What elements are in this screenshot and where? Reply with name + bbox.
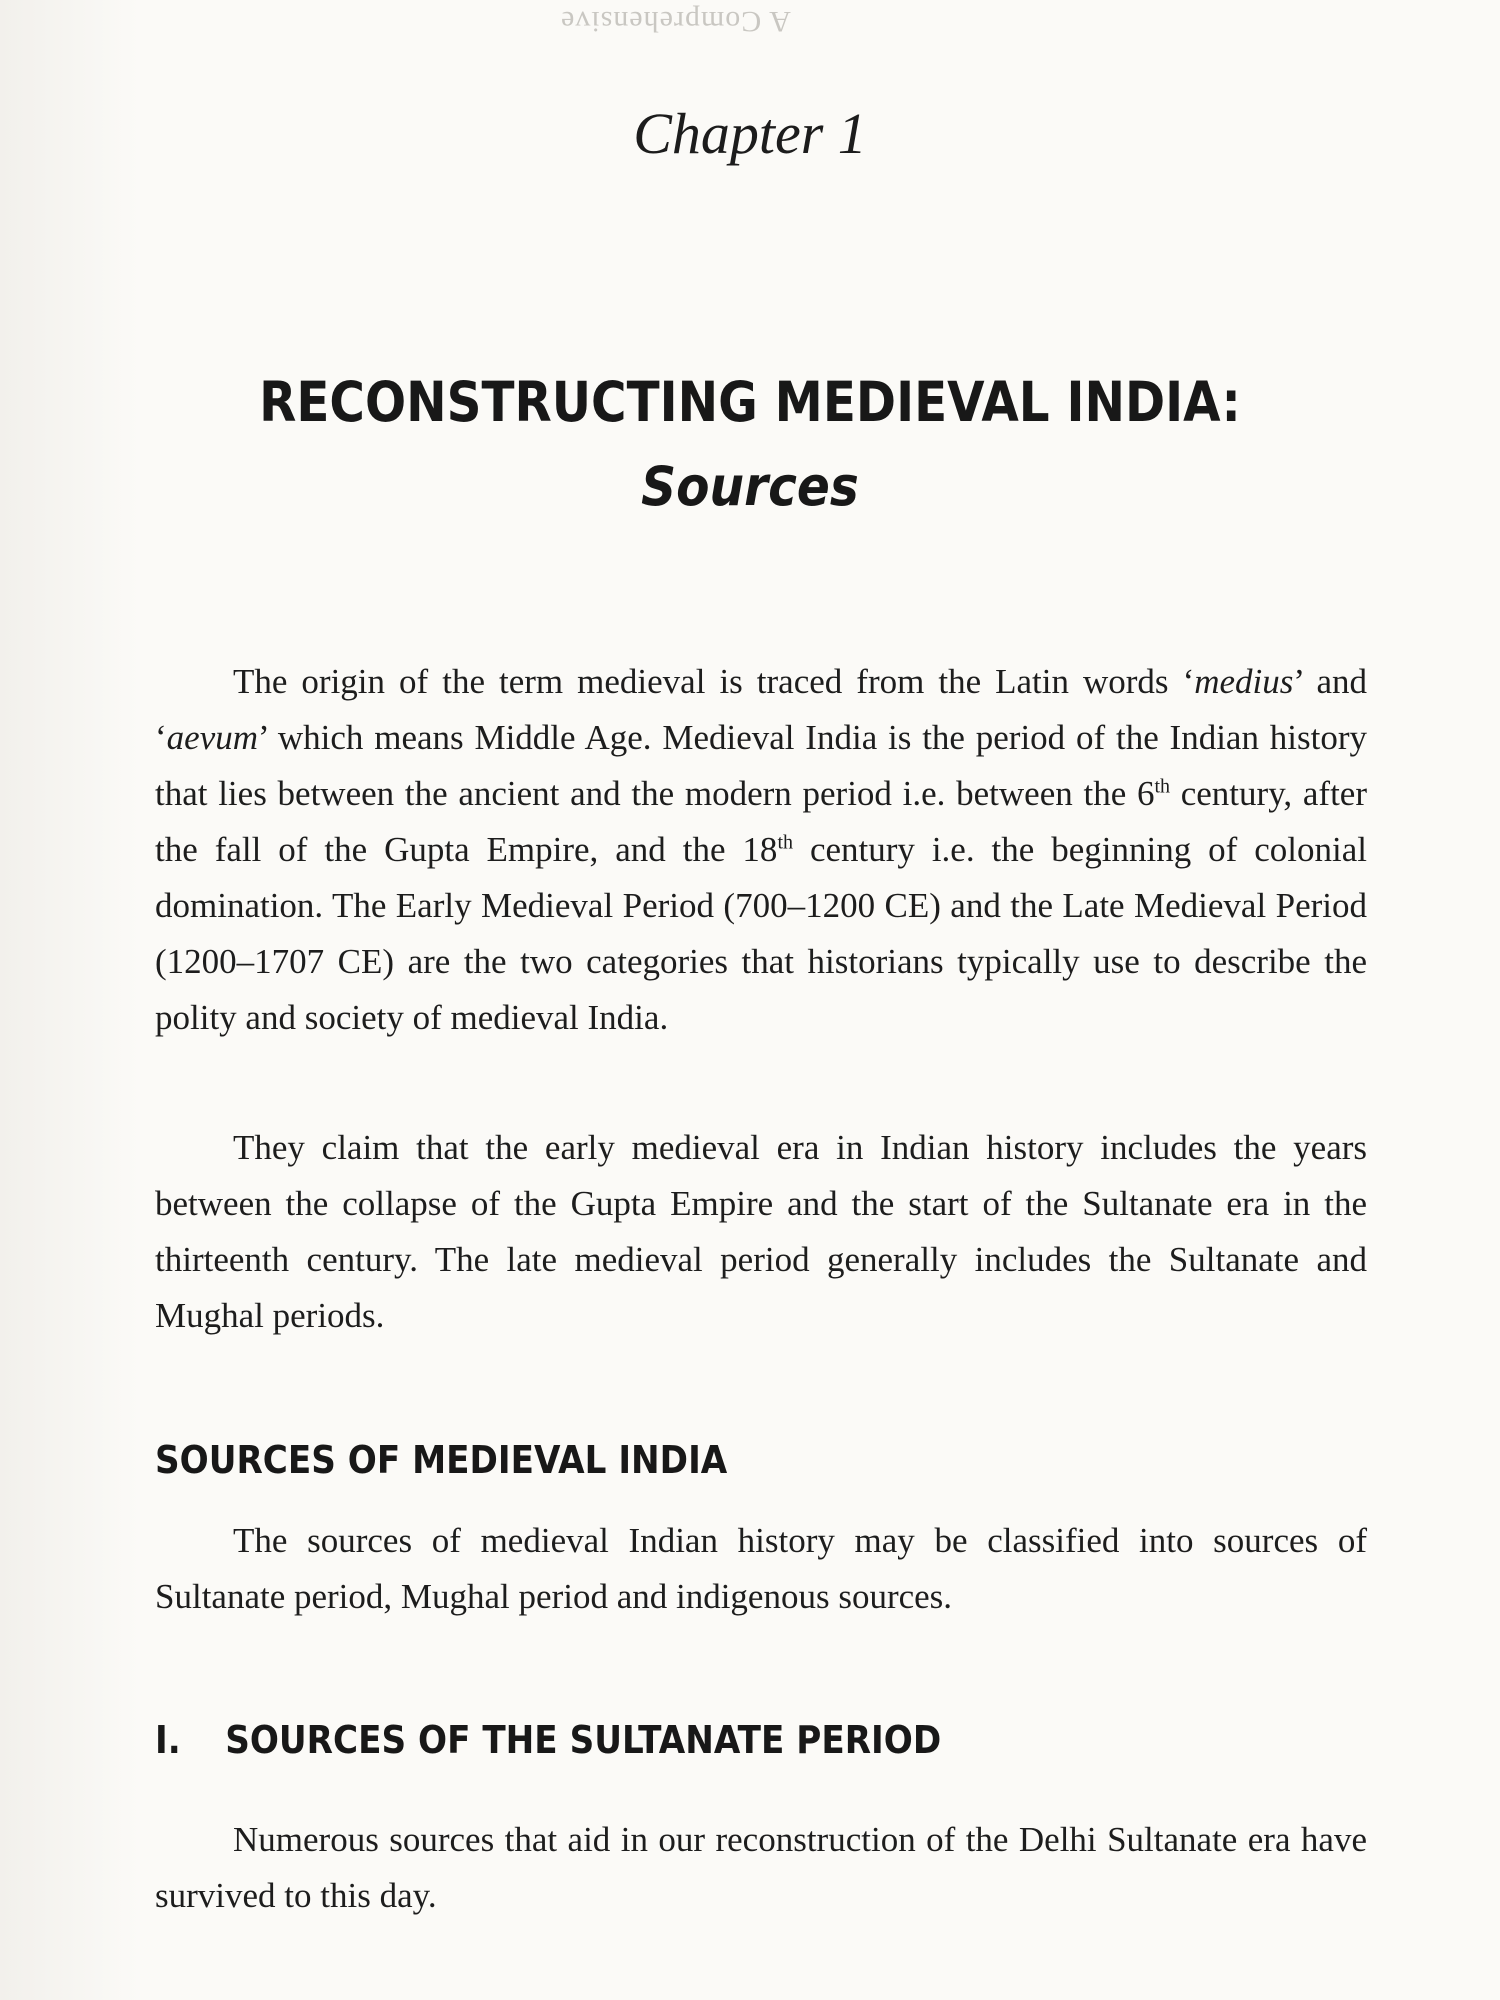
paragraph-intro-text-a: The origin of the term medieval is traced from the Latin words ‘: [233, 662, 1195, 701]
paragraph-intro-text-c: ’ which means Middle Age. Medieval India is the period of the Indian history that lies between the ancient and the modern period i.e. between the 6: [155, 718, 1367, 813]
scan-shadow: [0, 0, 140, 2000]
paragraph-intro-text-b: ’ and ‘: [155, 662, 1367, 757]
ordinal-suffix: th: [777, 831, 793, 854]
paragraph-intro-text-e: century i.e. the beginning of colonial domination. The Early Medieval Period (700–1200 CE) and the Late Medieval Period (1200–1707 CE) are the two categories that historians typically use to describe the polity and society of medieval India.: [155, 830, 1367, 1037]
paragraph-sources-classification-text: The sources of medieval Indian history may be classified into sources of Sultanate period, Mughal period and indigenous sources.: [155, 1521, 1367, 1616]
latin-word-aevum: aevum: [166, 718, 259, 757]
section-heading-sources: SOURCES OF MEDIEVAL INDIA: [155, 1438, 728, 1482]
paragraph-sultanate-sources-text: Numerous sources that aid in our reconstruction of the Delhi Sultanate era have survived to this day.: [155, 1820, 1367, 1915]
bleed-through-header: A Comprehensive: [560, 5, 791, 38]
ordinal-suffix: th: [1154, 775, 1171, 798]
paragraph-sultanate-sources: [155, 1812, 1367, 1924]
chapter-subtitle: Sources: [641, 455, 859, 518]
paragraph-early-medieval: [155, 1120, 1367, 1344]
paragraph-early-medieval-text: They claim that the early medieval era in Indian history includes the years between the collapse of the Gupta Empire and the start of the Sultanate era in the thirteenth century. The late medieval period generally includes the Sultanate and Mughal periods.: [155, 1128, 1367, 1335]
section-number: I.: [155, 1718, 181, 1762]
latin-word-medius: medius: [1194, 662, 1294, 701]
chapter-title: RECONSTRUCTING MEDIEVAL INDIA:: [259, 370, 1241, 434]
section-heading-sultanate: [155, 1718, 941, 1762]
paragraph-intro-text-d: century, after the fall of the Gupta Empire, and the 18: [155, 774, 1367, 869]
chapter-label: Chapter 1: [633, 101, 867, 166]
section-heading-sultanate-text: SOURCES OF THE SULTANATE PERIOD: [225, 1718, 942, 1762]
paragraph-sources-classification: [155, 1513, 1367, 1625]
paragraph-intro: [155, 654, 1367, 1046]
